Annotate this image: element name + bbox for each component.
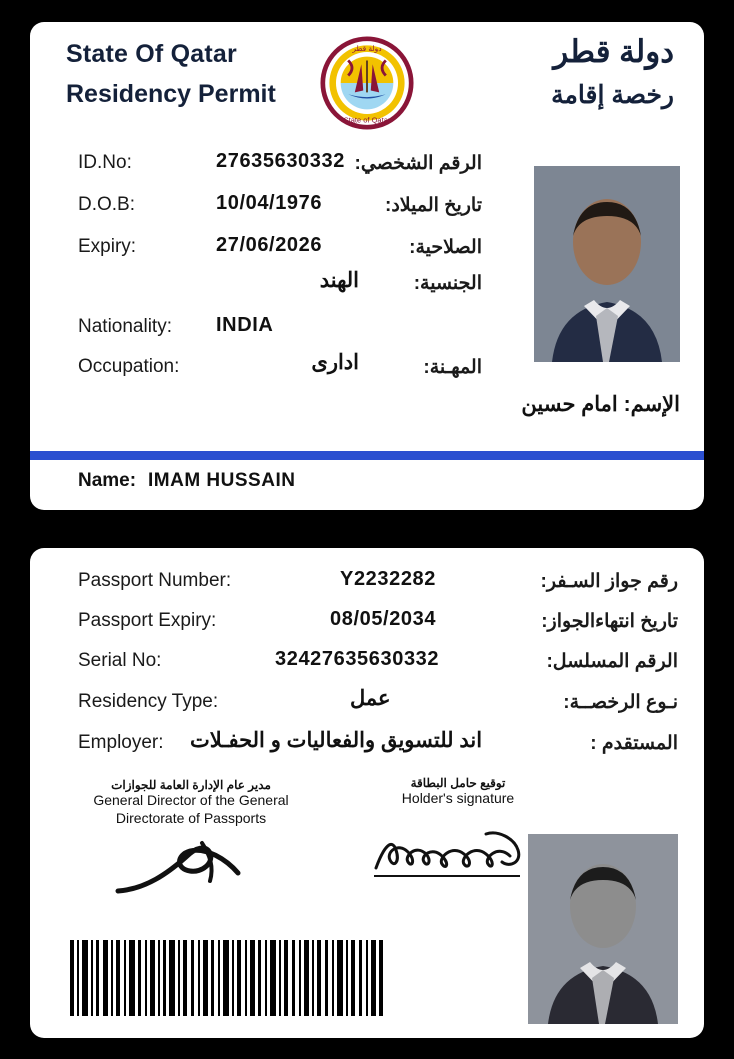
- label-nationality-arabic: الجنسية:: [413, 273, 482, 294]
- label-serial-no-arabic: الرقم المسلسل:: [546, 651, 678, 672]
- barcode: [68, 940, 388, 1016]
- holder-photo-front: [534, 166, 680, 362]
- label-employer: Employer:: [78, 732, 164, 753]
- label-serial-no: Serial No:: [78, 650, 162, 671]
- title-english-line2: Residency Permit: [66, 80, 276, 108]
- label-expiry: Expiry:: [78, 236, 137, 257]
- svg-text:دولة قطر: دولة قطر: [352, 44, 382, 54]
- value-residency-type: عمل: [350, 687, 391, 710]
- label-passport-number: Passport Number:: [78, 570, 232, 591]
- director-title-english-line1: General Director of the General: [93, 792, 289, 808]
- value-id-no: 27635630332: [216, 150, 345, 172]
- label-expiry-arabic: الصلاحية:: [409, 237, 482, 258]
- label-employer-arabic: المستقدم :: [590, 733, 678, 754]
- label-name-arabic: الإسم:: [623, 393, 680, 416]
- value-employer: اند للتسويق والفعاليات و الحفـلات: [190, 729, 483, 752]
- value-occupation-arabic: اداری: [311, 351, 359, 374]
- front-header: [30, 22, 704, 142]
- front-footer: [30, 460, 704, 510]
- director-signature-icon: [106, 833, 276, 903]
- residency-permit-back: [30, 548, 704, 1038]
- value-nationality-arabic: الهند: [319, 269, 359, 292]
- value-name: IMAM HUSSAIN: [148, 470, 296, 491]
- title-english-line1: State Of Qatar: [66, 40, 237, 68]
- label-name: Name:: [78, 470, 137, 491]
- label-nationality: Nationality:: [78, 316, 172, 337]
- holder-signature-label-arabic: توقيع حامل البطاقة: [410, 776, 506, 790]
- title-arabic-line2: رخصة إقامة: [551, 81, 674, 109]
- holder-signature-icon: [368, 816, 548, 886]
- director-title-arabic: مدير عام الإدارة العامة للجوازات: [111, 778, 271, 792]
- director-title-english-line2: Directorate of Passports: [115, 809, 267, 826]
- qatar-state-emblem-icon: [320, 36, 414, 130]
- label-occupation-arabic: المهـنة:: [423, 357, 482, 378]
- label-dob: D.O.B:: [78, 194, 136, 215]
- value-expiry: 27/06/2026: [216, 234, 323, 256]
- label-passport-expiry-arabic: تاريخ انتهاءالجواز:: [541, 611, 678, 632]
- name-arabic-row: [280, 392, 680, 417]
- label-residency-type-arabic: نـوع الرخصــة:: [563, 692, 678, 713]
- accent-bar: [30, 451, 704, 460]
- label-occupation: Occupation:: [78, 356, 180, 377]
- value-dob: 10/04/1976: [216, 192, 323, 214]
- svg-text:State of Qatar: State of Qatar: [343, 115, 391, 125]
- holder-photo-back: [528, 834, 678, 1024]
- holder-signature-label-english: Holder's signature: [401, 790, 515, 806]
- label-passport-number-arabic: رقم جواز السـفر:: [540, 571, 678, 592]
- residency-permit-front: [30, 22, 704, 510]
- title-arabic-line1: دولة قطر: [553, 34, 674, 69]
- front-body: [30, 142, 704, 452]
- director-signature-block: [56, 778, 326, 908]
- label-dob-arabic: تاريخ الميلاد:: [385, 195, 482, 216]
- label-id-no: ID.No:: [78, 152, 132, 173]
- value-serial-no: 32427635630332: [275, 648, 440, 670]
- label-residency-type: Residency Type:: [78, 691, 219, 712]
- label-passport-expiry: Passport Expiry:: [78, 610, 217, 631]
- value-nationality: INDIA: [216, 314, 274, 336]
- value-name-arabic: امام حسين: [521, 393, 618, 416]
- label-id-no-arabic: الرقم الشخصي:: [354, 153, 482, 174]
- value-passport-expiry: 08/05/2034: [330, 608, 437, 630]
- value-passport-number: Y2232282: [340, 568, 437, 590]
